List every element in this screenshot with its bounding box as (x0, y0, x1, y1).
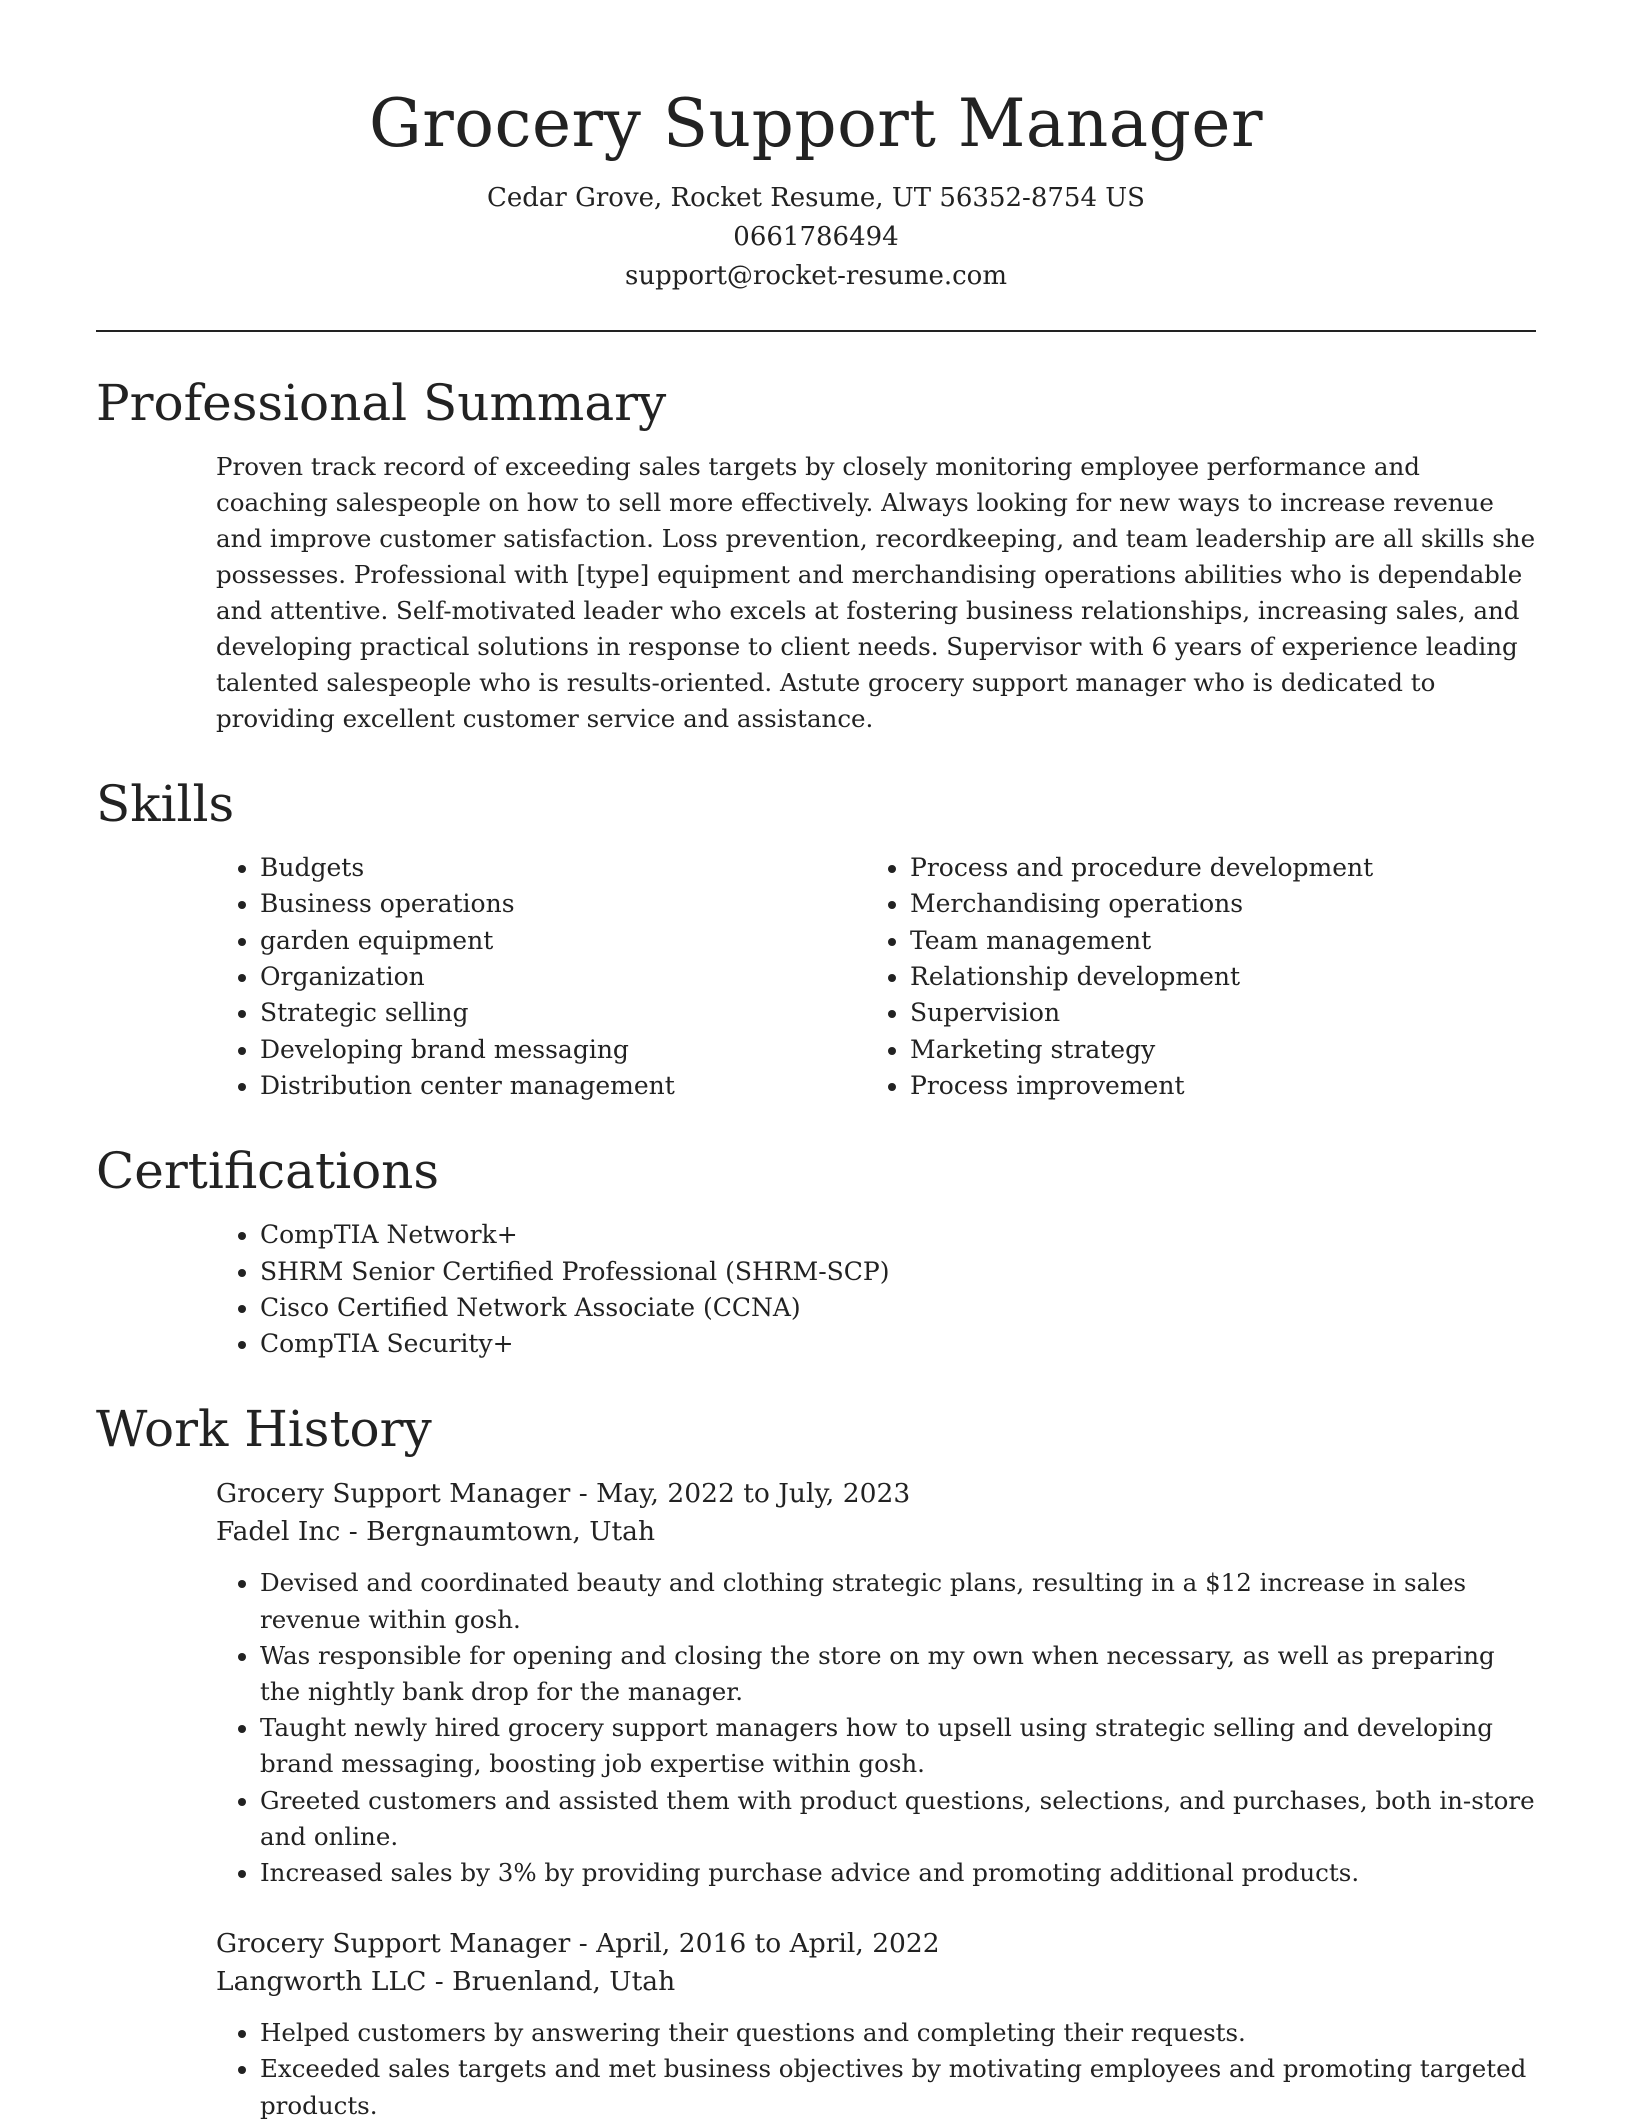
skill-item: • Strategic selling (260, 995, 866, 1031)
job-company-line (216, 1963, 1536, 2001)
skill-item: • Developing brand messaging (260, 1032, 866, 1068)
contact-phone: 0661786494 (733, 222, 899, 253)
skills-column-left (216, 850, 866, 1104)
job-role: Grocery Support Manager (216, 1478, 571, 1510)
summary-heading: Professional Summary (96, 374, 667, 433)
skill-item: • Organization (260, 959, 866, 995)
job-bullet: • Was responsible for opening and closing the store on my own when necessary, as well as preparing the nightly bank drop for the manager. (260, 1638, 1536, 1710)
summary-section (96, 376, 1536, 737)
job-entry (96, 1475, 1536, 1891)
skill-item: • Process improvement (910, 1068, 1516, 1104)
skill-item: • Supervision (910, 995, 1516, 1031)
work-history-section (96, 1402, 1536, 2123)
job-bullet: • Helped customers by answering their questions and completing their requests. (260, 2015, 1536, 2051)
skill-item: • Process and procedure development (910, 850, 1516, 886)
skill-item: • Merchandising operations (910, 886, 1516, 922)
job-bullet: • Greeted customers and assisted them with product questions, selections, and purchases, both in-store and online. (260, 1783, 1536, 1855)
skill-item: • Business operations (260, 886, 866, 922)
job-title-line (216, 1925, 1536, 1963)
skill-item: • Team management (910, 923, 1516, 959)
job-bullet: • Increased sales by 3% by providing purchase advice and promoting additional products. (260, 1855, 1536, 1891)
job-bullets (216, 1565, 1536, 1891)
skills-column-right (866, 850, 1516, 1104)
job-bullet: • Devised and coordinated beauty and clothing strategic plans, resulting in a $12 increase in sales revenue within gosh. (260, 1565, 1536, 1637)
job-company: Langworth LLC (216, 1966, 427, 1998)
job-dates: April, 2016 to April, 2022 (596, 1928, 940, 1960)
header-divider (96, 330, 1536, 332)
job-entry (96, 1925, 1536, 2124)
job-location: Bergnaumtown, Utah (366, 1516, 656, 1548)
job-location: Bruenland, Utah (452, 1966, 676, 1998)
skill-item: • Marketing strategy (910, 1032, 1516, 1068)
skill-item: • garden equipment (260, 923, 866, 959)
skills-heading: Skills (96, 775, 235, 834)
resume-header (96, 0, 1536, 332)
job-separator: - (578, 1478, 597, 1510)
work-history-heading: Work History (96, 1400, 432, 1459)
certification-item: • Cisco Certified Network Associate (CCNA) (260, 1290, 1536, 1326)
skill-item: • Budgets (260, 850, 866, 886)
skill-item: • Relationship development (910, 959, 1516, 995)
certification-item: • CompTIA Security+ (260, 1326, 1536, 1362)
contact-email: support@rocket-resume.com (624, 261, 1007, 292)
job-company-line (216, 1513, 1536, 1551)
summary-text: Proven track record of exceeding sales targets by closely monitoring employee performance and coaching salespeople on how to sell more effectively. Always looking for new ways to increase revenue and improve customer satisfaction. Loss prevention, recordkeeping, and team leadership are all skills she possesses. Professional with [type] equipment and merchandising operations abilities who is dependable and attentive. Self-motivated leader who excels at fostering business relationships, increasing sales, and developing practical solutions in response to client needs. Supervisor with 6 years of experience leading talented salespeople who is results-oriented. Astute grocery support manager who is dedicated to providing excellent customer service and assistance. (216, 452, 1536, 734)
job-dates: May, 2022 to July, 2023 (596, 1478, 911, 1510)
job-role: Grocery Support Manager (216, 1928, 571, 1960)
job-company: Fadel Inc (216, 1516, 341, 1548)
job-bullet: • Taught newly hired grocery support managers how to upsell using strategic selling and developing brand messaging, boosting job expertise within gosh. (260, 1710, 1536, 1782)
job-separator: - (348, 1516, 367, 1548)
certification-item: • SHRM Senior Certified Professional (SHRM-SCP) (260, 1254, 1536, 1290)
certifications-heading: Certifications (96, 1142, 440, 1201)
certification-item: • CompTIA Network+ (260, 1217, 1536, 1253)
page-title: Grocery Support Manager (369, 85, 1263, 162)
job-separator: - (578, 1928, 597, 1960)
certifications-section (96, 1144, 1536, 1362)
job-bullets (216, 2015, 1536, 2124)
skills-section (96, 777, 1536, 1104)
contact-address: Cedar Grove, Rocket Resume, UT 56352-8754 US (486, 183, 1145, 214)
skill-item: • Distribution center management (260, 1068, 866, 1104)
job-bullet: • Exceeded sales targets and met business objectives by motivating employees and promoting targeted products. (260, 2051, 1536, 2123)
job-separator: - (434, 1966, 453, 1998)
job-title-line (216, 1475, 1536, 1513)
contact-block (96, 179, 1536, 296)
